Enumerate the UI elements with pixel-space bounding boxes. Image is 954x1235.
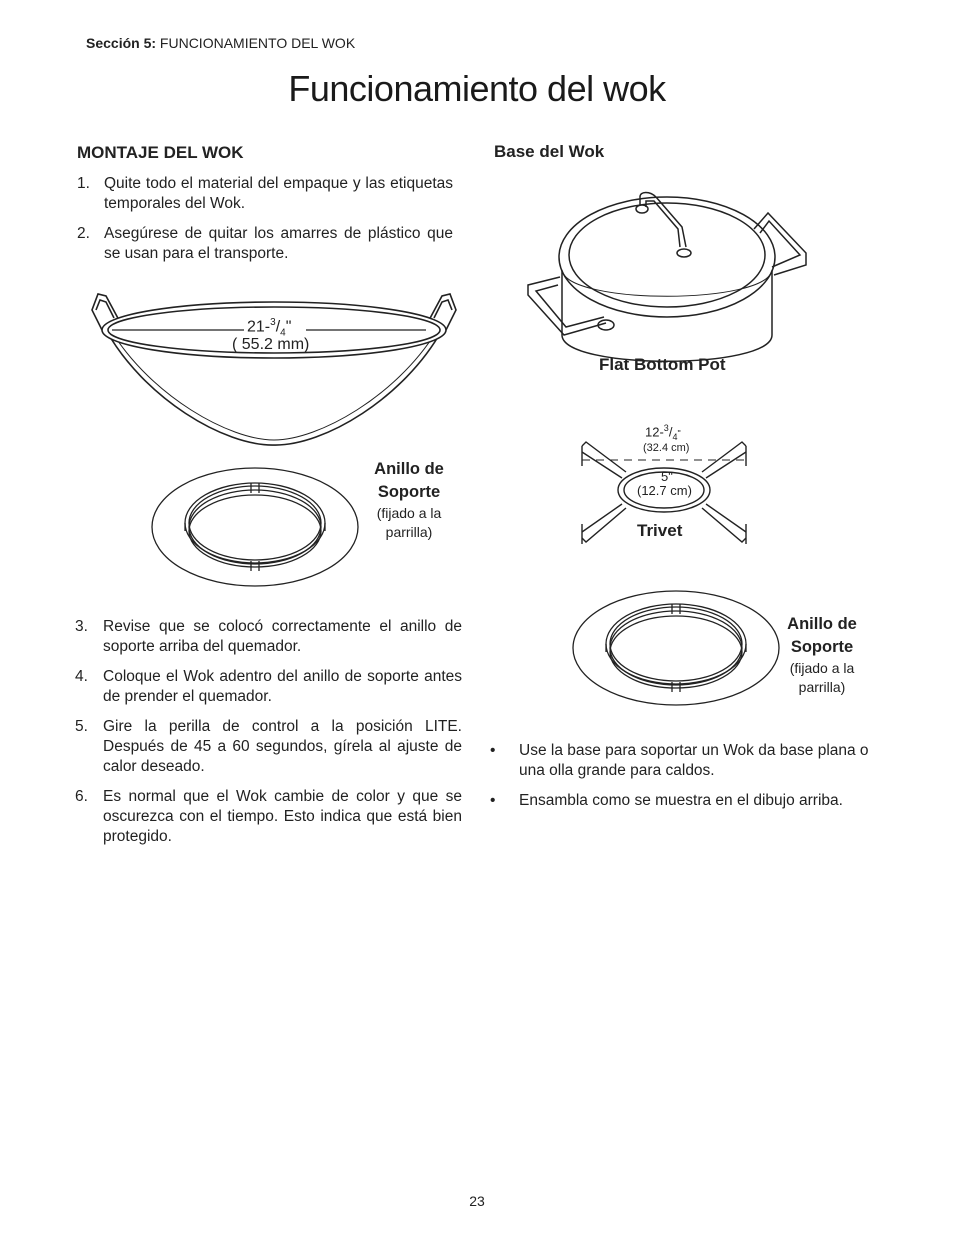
wok-dim-main: 21- (247, 318, 271, 336)
ring-note: (fijado a la (376, 505, 442, 521)
step-text: Es normal que el Wok cambie de color y que se oscurezca con el tiempo. Esto indica que está bien protegido. (103, 788, 462, 845)
step-text: Revise que se colocó correctamente el anillo de soporte arriba del quemador. (103, 618, 462, 655)
step-item (75, 617, 462, 657)
bullet-glyph: • (490, 792, 496, 809)
ring-title: Anillo de (787, 615, 857, 633)
section-header (86, 35, 355, 51)
step-item (75, 667, 462, 707)
ring-title: Anillo de (374, 460, 444, 478)
base-heading: Base del Wok (494, 142, 605, 161)
step-number: 6. (75, 788, 88, 805)
trivet-dim-main: 12- (645, 424, 664, 440)
section-name: FUNCIONAMIENTO DEL WOK (159, 35, 356, 51)
step-text: Asegúrese de quitar los amarres de plástico que se usan para el transporte. (104, 225, 453, 262)
trivet-dim-in: " (677, 428, 681, 439)
trivet-dim-den: 4 (672, 431, 678, 442)
ring-caption-left (357, 458, 461, 542)
bullet-text: Ensambla como se muestra en el dibujo arriba. (519, 792, 843, 809)
ring-title: Soporte (377, 483, 441, 501)
trivet-label: Trivet (637, 521, 683, 540)
step-item (75, 717, 462, 777)
trivet-dimension-metric: (32.4 cm) (643, 442, 690, 454)
step-item (77, 224, 453, 264)
step-item (75, 787, 462, 847)
step-item (77, 174, 453, 214)
ring-caption-right (770, 613, 874, 697)
step-text: Quite todo el material del empaque y las etiquetas temporales del Wok. (104, 175, 453, 212)
ring-title: Soporte (790, 638, 854, 656)
wok-dim-num: 3 (270, 317, 276, 328)
step-text: Coloque el Wok adentro del anillo de soporte antes de prender el quemador. (103, 668, 462, 705)
bullet-text: Use la base para soportar un Wok da base plana o una olla grande para caldos. (519, 742, 869, 779)
ring-note: parrilla) (385, 524, 433, 540)
step-number: 2. (77, 225, 90, 242)
trivet-dimension: $12-^3/_4$" (645, 423, 681, 442)
step-number: 5. (75, 718, 88, 735)
support-ring-right (571, 588, 781, 708)
montaje-heading: MONTAJE DEL WOK (77, 143, 244, 162)
ring-note: parrilla) (798, 679, 846, 695)
trivet-inner-metric: (12.7 cm) (637, 483, 692, 498)
bullet-item (490, 741, 882, 781)
section-label: Sección 5: (86, 35, 157, 51)
step-text: Gire la perilla de control a la posición LITE. Después de 45 a 60 segundos, gírela al ajuste de calor deseado. (103, 718, 462, 775)
step-number: 1. (77, 175, 90, 192)
bullet-glyph: • (490, 742, 496, 759)
step-number: 3. (75, 618, 88, 635)
wok-dim-den: 4 (280, 327, 286, 339)
ring-note: (fijado a la (789, 660, 855, 676)
trivet-dim-num: 3 (663, 423, 669, 433)
bullet-item (490, 791, 882, 811)
wok-illustration (84, 288, 464, 448)
wok-dim-in: " (285, 318, 292, 336)
wok-dimension-metric: ( 55.2 mm) (232, 336, 310, 353)
pot-label: Flat Bottom Pot (599, 355, 726, 374)
support-ring-left (150, 465, 360, 590)
page-number: 23 (469, 1193, 485, 1209)
wok-dimension: $21-^3/_4$" (247, 317, 292, 339)
page-title: Funcionamiento del wok (288, 68, 666, 109)
trivet-inner-dimension: 5" (661, 469, 673, 484)
step-number: 4. (75, 668, 88, 685)
